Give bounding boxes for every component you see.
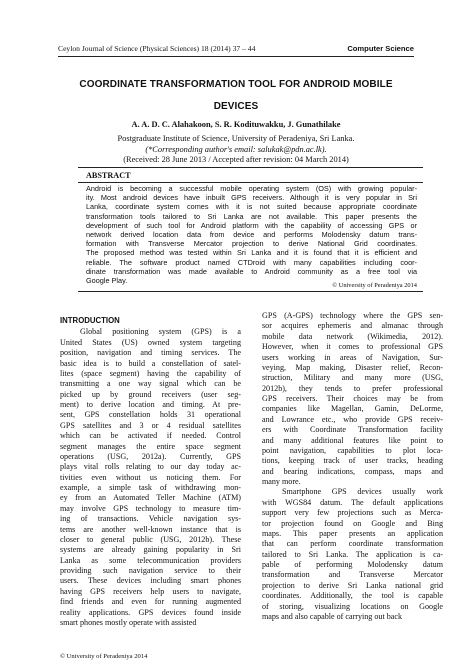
text-line: reality applications. GPS devices found inside [60,607,241,617]
text-line: GPS receivers. Their choices may be from [262,394,443,403]
text-line: lites (space segment) having the capability of [60,368,241,378]
text-line: tailored to Sri Lanka. The application is ca- [262,549,443,559]
abstract-copyright: © University of Peradeniya 2014 [332,282,417,289]
text-line: operations (USG, 2012a). Currently, GPS [60,451,241,461]
text-line: tor projection found on Google and Bing [262,518,443,528]
title-line: DEVICES [213,101,259,112]
text-line: However, when it comes to professional GPS [262,342,443,352]
text-line: that can perform coordinate transformation [262,539,443,549]
text-line: providing such navigation service to their [60,566,241,575]
page-footer: © University of Peradeniya 2014 [60,653,148,660]
abstract-line: development of such tool for Android platform with the capability of accessing GPS or [86,220,417,230]
section-heading-introduction: INTRODUCTION [60,316,120,325]
text-line: Smartphone GPS devices usually work [282,487,443,497]
text-line: 2012b), they tends to prefer professional [262,383,443,393]
abstract-line: transformation tools tailored to Sri Lanka are not available. This paper presents the [86,211,417,221]
text-line: may involve GPS technology to measure tim- [60,503,241,513]
left-column-text [60,327,241,628]
text-line: Global positioning system (GPS) is a [80,327,241,337]
text-line: veying, Map making, Disaster relief, Recon- [262,362,443,372]
text-line: plays vital rolls relating to our day today ac- [60,462,241,472]
abstract-line: Lanka, coordinate system comes with it is not suited because appropriate coordinate [86,202,417,212]
text-line: position, navigation and timing services. The [60,348,241,358]
text-line: sent, GPS constellation holds 31 operational [60,410,241,420]
abstract-line: dinate transformation was made available to Android community as a free tool via [86,266,417,276]
text-line: ers with Coordinate Transformation facility [262,425,443,435]
text-line: smart phones mostly operate with assisted [60,617,197,627]
text-line: sor acquires ephemeris and almanac through [262,321,443,331]
abstract-box [78,167,423,292]
text-line: basic idea is to build a constellation of satel- [60,358,241,368]
abstract-line: ity. Most android devices have inbuilt GPS receivers. Although it is very popular in Sri [86,193,417,203]
abstract-line: formation with Transverse Mercator projection to derive National Grid coordinates. [86,239,417,249]
institute: Postgraduate Institute of Science, University of Peradeniya, Sri Lanka. [117,134,355,143]
text-line: ment) to derive location and timing. At pre- [60,400,241,409]
text-line: and Lowrance etc., who provide GPS receiv- [262,414,443,424]
text-line: ing of transactions. Vehicle navigation sys- [60,514,241,524]
text-line: having GPS receivers help users to navigate, [60,586,241,596]
text-line: GPS satellites and 3 or 4 residual satellites [60,420,241,430]
text-line: users working in areas of Navigation, Sur- [262,352,443,362]
affiliation [58,134,414,166]
abstract-line: network derived location data from device and performs Molodensky datum trans- [86,230,417,240]
text-line: Lanka as some telecommunication providers [60,555,241,565]
text-line: example, a simple task of withdrawing mon- [60,483,241,492]
journal-citation: Ceylon Journal of Science (Physical Sciences) 18 (2014) 37 – 44 [58,44,256,53]
text-line: which can be activated if needed. Control [60,431,241,441]
text-line: find friends and even for running augmented [60,597,241,607]
abstract-text [86,184,417,285]
text-line: point navigation, capabilities to plot loca- [262,445,443,455]
text-line: with WGS84 datum. The default applications [262,497,443,507]
text-line: systems are already gaining popularity in Sri [60,545,241,555]
text-line: United States (US) owned system targeting [60,337,241,347]
abstract-line: Google Play. [86,276,128,286]
text-line: segment manages the entire space segment [60,441,241,451]
text-line: maps. This paper presents an application [262,528,443,538]
text-line: transformation and Transverse Mercator [262,570,443,580]
text-line: tions, keeping track of user tracks, heading [262,456,443,466]
text-line: projection to derive Sri Lanka national grid [262,580,443,590]
title-line: COORDINATE TRANSFORMATION TOOL FOR ANDROID MOBILE [79,79,393,90]
abstract-line: reliable. The software product named CTDroid with many capabilities including coor- [86,257,417,267]
text-line: mobile data network (Wikimedia, 2012). [262,331,443,341]
abstract-line: The proposed method was tested within Sri Lanka and it is found that it is efficient and [86,248,417,258]
running-header [58,44,414,53]
text-line: struction, Military and many more (USG, [262,373,443,383]
text-line: picked up by ground receivers (user seg- [60,389,241,399]
right-paragraph-1 [262,311,443,487]
text-line: pable of performing Molodensky datum [262,560,443,569]
text-line: closer to general public (USG, 2012b). These [60,534,241,544]
text-line: tems are another well-known instance that is [60,524,241,534]
text-line: many more. [262,477,301,486]
text-line: companies like Magellan, Gamin, DeLorme, [262,404,443,414]
abstract-rule [78,182,423,183]
right-paragraph-2 [262,487,443,622]
text-line: maps and also capable of carrying out back [262,611,403,621]
text-line: GPS (A-GPS) technology where the GPS sen- [262,311,443,320]
paper-title [58,74,414,118]
text-line: ey from an Automated Teller Machine (ATM) [60,493,241,503]
corresponding-email: (*Corresponding author's email: salukak@pdn.ac.lk). [145,144,327,154]
text-line: users. These devices including smart phones [60,576,241,586]
received-dates: (Received: 28 June 2013 / Accepted after revision: 04 March 2014) [123,155,349,165]
section-label: Computer Science [347,44,414,53]
text-line: transmitting a one way signal which can be [60,379,241,389]
left-column [60,316,241,628]
text-line: tivities even without us noticing them. For [60,472,241,482]
text-line: and bearing indications, compass, maps and [262,466,443,476]
right-column [262,311,443,622]
text-line: coordinates. Additionally, the tool is capable [262,591,443,601]
text-line: support very few projections such as Merca- [262,508,443,518]
abstract-heading: ABSTRACT [86,171,131,180]
authors: A. A. D. C. Alahakoon, S. R. Kodituwakku, J. Gunathilake [131,120,341,129]
header-rule [58,56,414,57]
text-line: of storing, visualizing locations on Google [262,601,443,611]
text-line: and many additional features like point to [262,435,443,445]
abstract-line: Android is becoming a successful mobile operating system (OS) with growing popular- [86,184,417,193]
